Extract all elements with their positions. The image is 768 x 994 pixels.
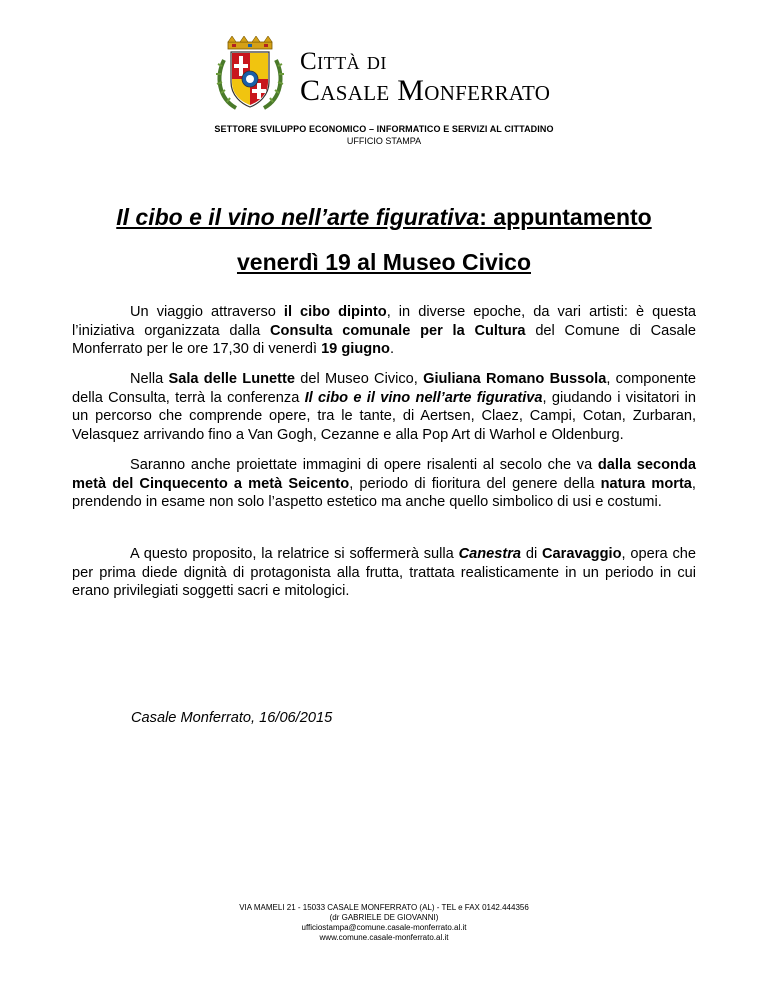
dateline: Casale Monferrato, 16/06/2015	[131, 710, 333, 726]
footer-contact: (dr GABRIELE DE GIOVANNI)	[329, 913, 439, 922]
city-name-line1: Città di	[300, 48, 387, 75]
headline-suffix: : appuntamento	[479, 204, 652, 230]
footer-website: www.comune.casale-monferrato.al.it	[319, 933, 449, 942]
text-run: Nella	[130, 371, 169, 387]
text-run: del Museo Civico,	[295, 371, 424, 387]
text-run: Sala delle Lunette	[168, 371, 296, 387]
footer	[0, 903, 768, 943]
text-run: di	[521, 546, 542, 562]
coat-of-arms-icon	[214, 36, 286, 112]
text-run: Saranno anche proiettate immagini di opere risalenti al secolo che va	[130, 457, 598, 473]
text-run: Caravaggio	[542, 546, 622, 562]
text-run: 19 giugno	[321, 341, 390, 357]
headline-line1	[70, 204, 698, 231]
footer-email: ufficiostampa@comune.casale-monferrato.al.it	[301, 923, 467, 932]
office-name: UFFICIO STAMPA	[346, 136, 422, 146]
text-run: Canestra	[458, 546, 522, 562]
text-run: Giuliana Romano Bussola	[423, 371, 607, 387]
footer-address: VIA MAMELI 21 - 15033 CASALE MONFERRATO (AL) - TEL e FAX 0142.444356	[239, 903, 529, 912]
text-run: natura morta	[600, 475, 692, 492]
city-name-line2: Casale Monferrato	[300, 74, 551, 107]
text-run: .	[389, 341, 395, 357]
text-run: A questo proposito, la relatrice si soffermerà sulla	[130, 546, 459, 562]
department-name: SETTORE SVILUPPO ECONOMICO – INFORMATICO E SERVIZI AL CITTADINO	[214, 124, 554, 134]
text-run: Il cibo e il vino nell’arte figurativa	[304, 389, 543, 406]
text-run: del Comune di Casale Monferrato per le ore 17,30 di venerdì	[72, 322, 697, 357]
text-run: , in diverse epoche, da vari artisti: è questa l’iniziativa organizzata dalla	[72, 304, 696, 339]
text-run: dalla seconda metà del Cinquecento a metà Seicento	[72, 457, 696, 492]
headline-event-title: Il cibo e il vino nell’arte figurativa	[116, 204, 480, 230]
letterhead	[0, 36, 768, 112]
text-run: , opera che per prima diede dignità di protagonista alla frutta, trattata realisticamente in un periodo in cui erano privilegiati soggetti sacri e mitologici.	[72, 546, 696, 599]
text-run: , componente della Consulta, terrà la conferenza	[72, 371, 696, 406]
paragraph-2	[72, 370, 696, 444]
text-run: Un viaggio attraverso	[130, 304, 284, 320]
text-run: , prendendo in esame non solo l’aspetto estetico ma anche quello simbolico di usi e costumi.	[72, 475, 696, 510]
paragraph-1	[72, 303, 696, 359]
headline-line2: venerdì 19 al Museo Civico	[236, 249, 531, 275]
text-run: Consulta comunale per la Cultura	[270, 322, 526, 339]
paragraph-3	[72, 456, 696, 512]
text-run: il cibo dipinto	[283, 304, 387, 320]
text-run: , giudando i visitatori in un percorso che comprende opere, tra le tante, di Aertsen, Claez, Campi, Cotan, Zurbaran, Velasquez arrivando fino a Van Gogh, Cezanne e alla Pop Art di Warhol e Oldenburg.	[72, 389, 696, 443]
paragraph-4	[72, 545, 696, 601]
text-run: , periodo di fioritura del genere della	[349, 475, 601, 492]
